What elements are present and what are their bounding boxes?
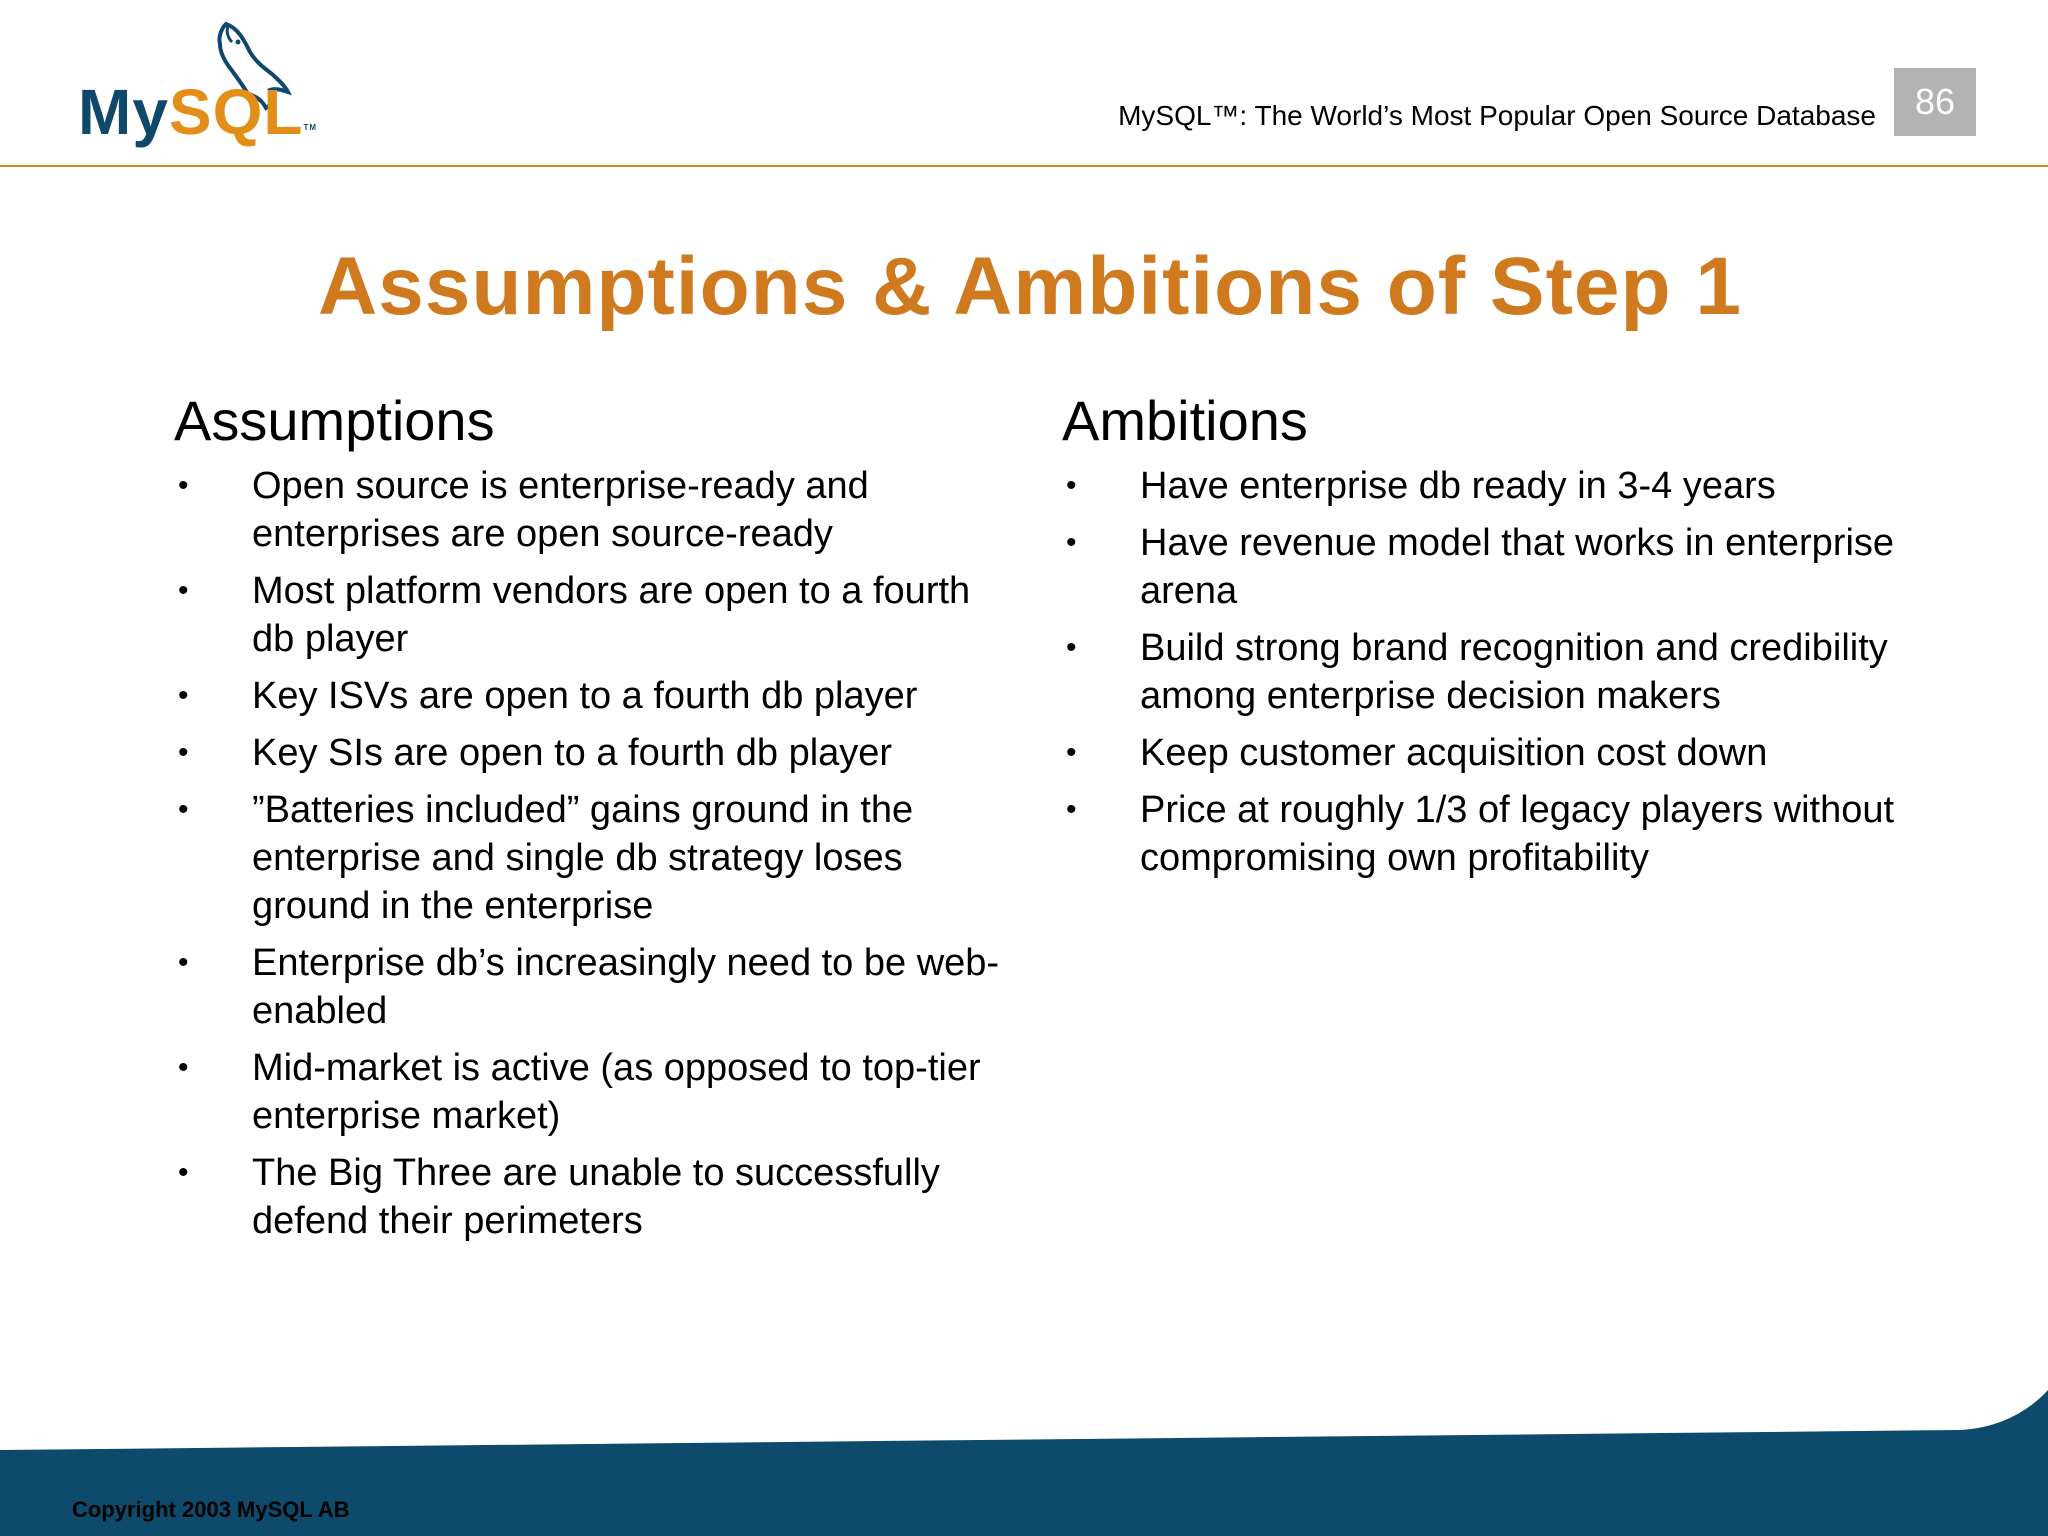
header-tagline: MySQL™: The World’s Most Popular Open Source Database: [1118, 100, 1876, 131]
bullet-icon: •: [178, 1156, 189, 1189]
list-item: [174, 1149, 1014, 1245]
list-item: [1062, 624, 1922, 720]
logo-sql-text: SQL: [168, 76, 304, 148]
ambition-text: Price at roughly 1/3 of legacy players without compromising own profitability: [1140, 789, 1895, 879]
mysql-logo: [78, 18, 328, 148]
assumption-text: Key SIs are open to a fourth db player: [252, 732, 893, 774]
assumption-text: Open source is enterprise-ready and enterprises are open source-ready: [252, 465, 869, 555]
list-item: [174, 462, 1014, 558]
list-item: [1062, 729, 1922, 777]
list-item: [1062, 786, 1922, 882]
ambition-text: Keep customer acquisition cost down: [1140, 732, 1768, 774]
bullet-icon: •: [1066, 526, 1077, 559]
bullet-icon: •: [178, 679, 189, 712]
assumption-text: The Big Three are unable to successfully defend their perimeters: [252, 1152, 940, 1242]
bullet-icon: •: [178, 574, 189, 607]
list-item: [174, 1044, 1014, 1140]
list-item: [174, 567, 1014, 663]
page-number-badge: 86: [1894, 68, 1976, 136]
ambition-text: Build strong brand recognition and credibility among enterprise decision makers: [1140, 627, 1888, 717]
ambition-text: Have revenue model that works in enterprise arena: [1140, 522, 1895, 612]
bullet-icon: •: [178, 736, 189, 769]
bullet-icon: •: [1066, 793, 1077, 826]
bullet-icon: •: [1066, 469, 1077, 502]
bullet-icon: •: [178, 1051, 189, 1084]
assumption-text: ”Batteries included” gains ground in the enterprise and single db strategy loses ground in the enterprise: [252, 789, 914, 927]
ambitions-heading: Ambitions: [1062, 389, 1308, 452]
bullet-icon: •: [178, 469, 189, 502]
copyright-text: Copyright 2003 MySQL AB: [72, 1497, 350, 1522]
list-item: [174, 672, 1014, 720]
list-item: [1062, 519, 1922, 615]
assumptions-list: [174, 462, 1014, 1245]
logo-wordmark: [78, 76, 318, 148]
ambitions-list: [1062, 462, 1922, 882]
bullet-icon: •: [1066, 631, 1077, 664]
list-item: [174, 939, 1014, 1035]
ambition-text: Have enterprise db ready in 3-4 years: [1140, 465, 1776, 507]
logo-tm-text: TM: [303, 123, 318, 132]
bullet-icon: •: [178, 946, 189, 979]
logo-my-text: My: [78, 76, 169, 148]
ambitions-column: [1062, 388, 1922, 891]
list-item: [174, 786, 1014, 930]
assumption-text: Enterprise db’s increasingly need to be web-enabled: [252, 942, 1000, 1032]
assumption-text: Key ISVs are open to a fourth db player: [252, 675, 918, 717]
assumption-text: Most platform vendors are open to a fourth db player: [252, 570, 971, 660]
bullet-icon: •: [178, 793, 189, 826]
bullet-icon: •: [1066, 736, 1077, 769]
assumptions-heading: Assumptions: [174, 389, 495, 452]
assumptions-column: [174, 388, 1014, 1254]
assumption-text: Mid-market is active (as opposed to top-tier enterprise market): [252, 1047, 981, 1137]
list-item: [1062, 462, 1922, 510]
slide-title: Assumptions & Ambitions of Step 1: [317, 241, 1743, 332]
list-item: [174, 729, 1014, 777]
header-divider: [0, 165, 2048, 167]
